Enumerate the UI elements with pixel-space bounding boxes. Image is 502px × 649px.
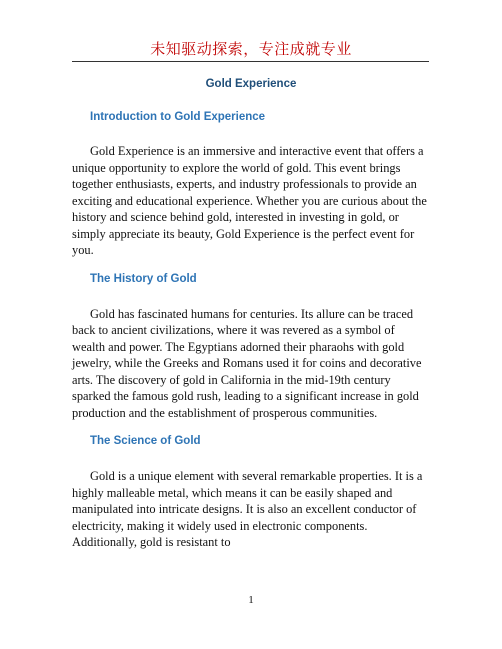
paragraph-history: Gold has fascinated humans for centuries. Its allure can be traced back to ancient civilizations, where it was revered as a symbol of wealth and power. The Egyptians adorned their pharaohs with gold jewelry, while the Greeks and Romans used it for coins and decorative arts. The discovery of gold in California in the mid-19th century sparked the famous gold rush, leading to a significant increase in gold production and the establishment of prosperous communities. <box>72 306 422 420</box>
header-divider <box>72 61 429 62</box>
paragraph-science: Gold is a unique element with several remarkable properties. It is a highly malleable metal, which means it can be easily shaped and manipulated into intricate designs. It is also an excellent conductor of electricity, making it widely used in electronic components. Additionally, gold is resistant to <box>72 469 423 549</box>
document-title: Gold Experience <box>205 78 297 90</box>
page-header-text: 未知驱动探索，专注成就专业 <box>150 40 352 58</box>
section-heading-science: The Science of Gold <box>90 435 201 447</box>
page-number: 1 <box>248 594 254 606</box>
paragraph-introduction: Gold Experience is an immersive and interactive event that offers a unique opportunity to explore the world of gold. This event brings together enthusiasts, experts, and industry professionals to provide an exciting and educational experience. Whether you are curious about the history and science behind gold, interested in investing in gold, or simply appreciate its beauty, Gold Experience is the perfect event for you. <box>72 144 427 257</box>
section-heading-introduction: Introduction to Gold Experience <box>90 111 266 123</box>
document-body <box>72 74 430 551</box>
section-heading-history: The History of Gold <box>90 272 197 285</box>
